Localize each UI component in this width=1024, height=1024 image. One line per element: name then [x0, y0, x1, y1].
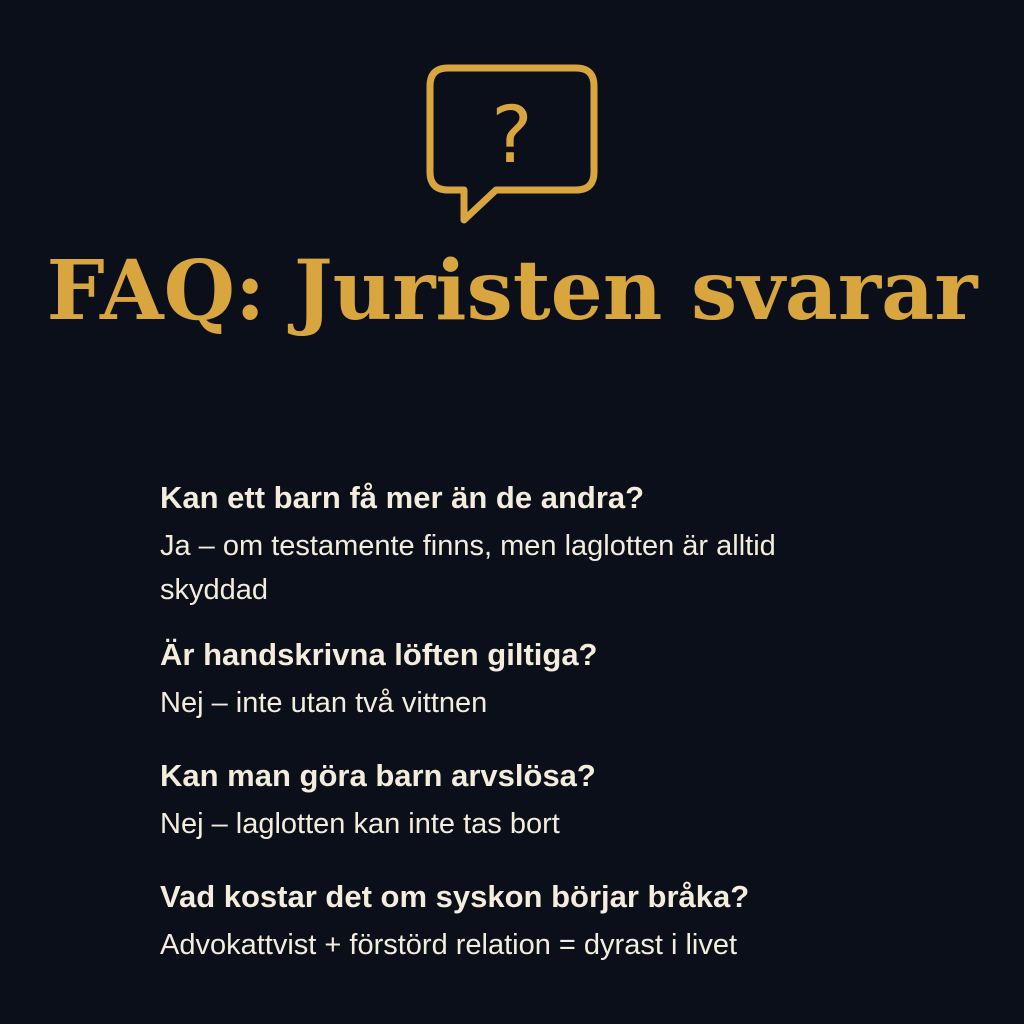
- speech-bubble-svg: [426, 64, 598, 226]
- faq-answer: Nej – laglotten kan inte tas bort: [160, 808, 560, 840]
- question-mark-glyph: ?: [491, 91, 533, 181]
- faq-answer: Ja – om testamente finns, men laglotten är alltid skyddad: [160, 530, 776, 606]
- faq-question: Kan man göra barn arvslösa?: [160, 758, 596, 793]
- faq-item: [160, 873, 1000, 967]
- faq-answer: Nej – inte utan två vittnen: [160, 687, 488, 719]
- faq-question: Kan ett barn få mer än de andra?: [160, 480, 645, 515]
- question-speech-bubble-icon: [426, 64, 598, 226]
- faq-question: Är handskrivna löften giltiga?: [160, 637, 598, 672]
- faq-list: [160, 474, 1000, 967]
- faq-answer: Advokattvist + förstörd relation = dyrast i livet: [160, 929, 738, 961]
- faq-item: [160, 474, 1000, 612]
- page-title: FAQ: Juristen svarar: [46, 243, 978, 339]
- faq-item: [160, 631, 1000, 725]
- faq-item: [160, 752, 1000, 846]
- faq-question: Vad kostar det om syskon börjar bråka?: [160, 879, 750, 914]
